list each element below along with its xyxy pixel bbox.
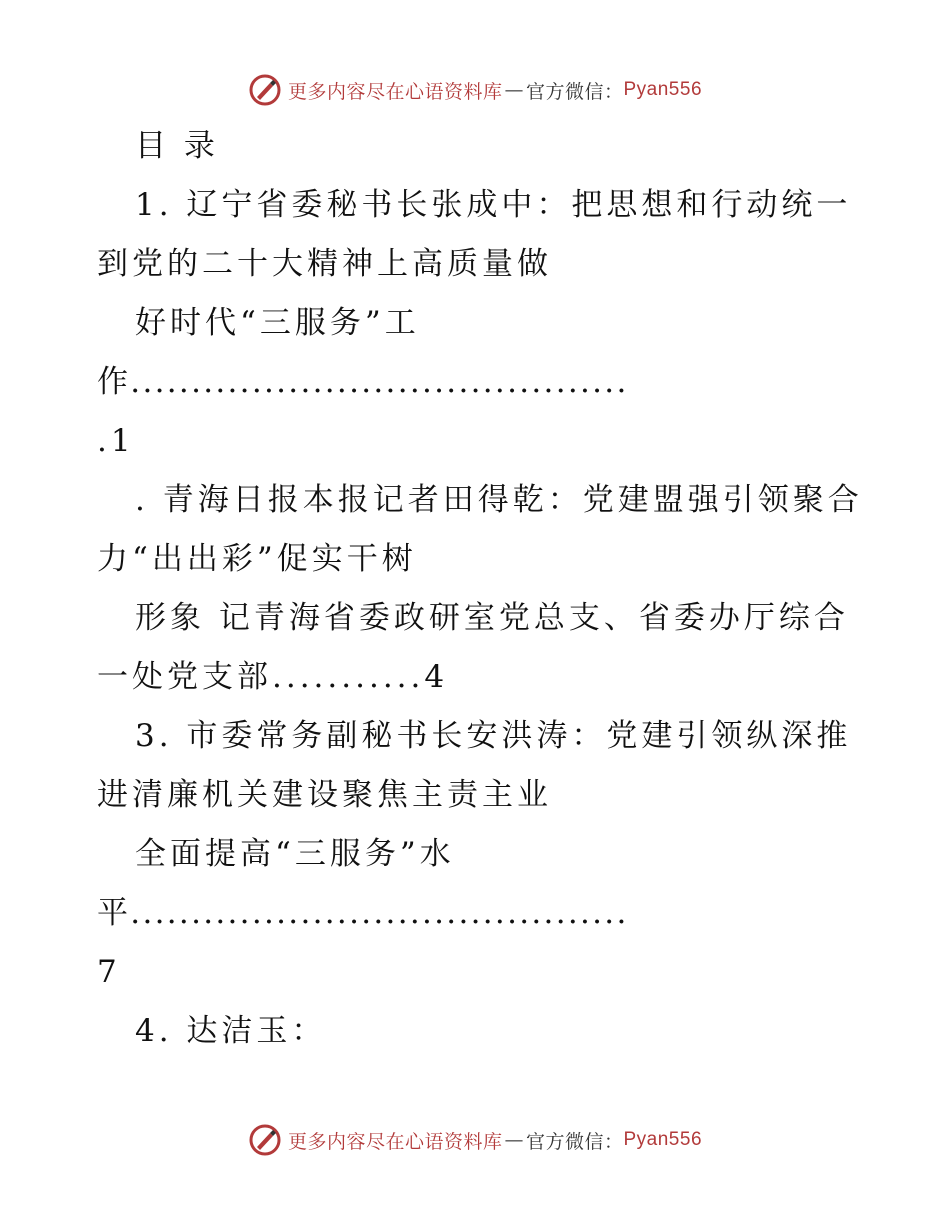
toc-heading: 目 录 (135, 128, 219, 164)
banner-wechat-id: Pyan556 (623, 1129, 703, 1150)
banner-separator: — (504, 79, 524, 101)
toc-line: 3. 市委常务副秘书长安洪涛：党建引领纵深推 (135, 718, 852, 754)
pen-logo-icon (248, 1123, 282, 1157)
toc-line: 好时代“三服务”工 (135, 305, 420, 341)
banner-separator: — (504, 1129, 524, 1151)
banner-wechat-label: 官方微信： (525, 80, 624, 103)
toc-page-number: 7 (97, 954, 121, 990)
toc-line: 形象 记青海省委政研室党总支、省委办厅综合 (135, 600, 849, 636)
toc-line: 全面提高“三服务”水 (135, 836, 455, 872)
banner-main-text: 更多内容尽在心语资料库 (287, 1130, 503, 1153)
toc-page-number: .1 (97, 423, 135, 459)
toc-leader-line: 作......................................... (97, 364, 629, 400)
toc-line: 力“出出彩”促实干树 (97, 541, 417, 577)
toc-line: 一处党支部...........4 (97, 659, 449, 695)
header-banner (0, 70, 950, 110)
toc-line: . 青海日报本报记者田得乾：党建盟强引领聚合 (135, 482, 863, 518)
toc-line: 4. 达洁玉： (135, 1013, 327, 1049)
banner-wechat-label: 官方微信： (525, 1130, 624, 1153)
banner-main-text: 更多内容尽在心语资料库 (287, 80, 503, 103)
toc-line: 1. 辽宁省委秘书长张成中：把思想和行动统一 (135, 187, 852, 223)
banner-wechat-id: Pyan556 (623, 79, 703, 100)
toc-line: 进清廉机关建设聚焦主责主业 (97, 777, 552, 813)
toc-line: 到党的二十大精神上高质量做 (97, 246, 552, 282)
toc-leader-line: 平......................................... (97, 895, 629, 931)
pen-logo-icon (248, 73, 282, 107)
footer-banner (0, 1120, 950, 1160)
